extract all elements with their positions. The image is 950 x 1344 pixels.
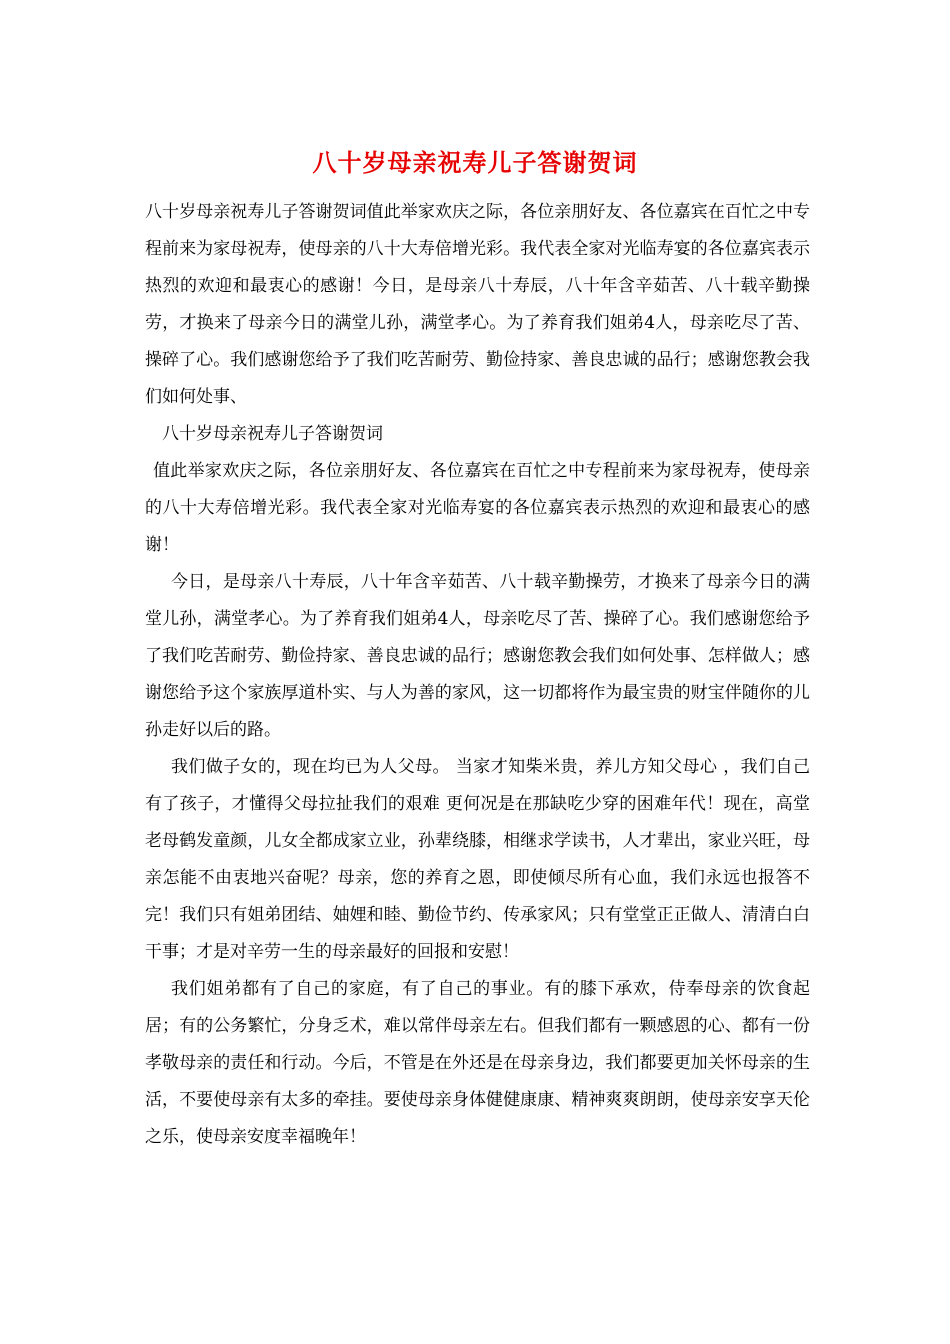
paragraph-future: 我们姐弟都有了自己的家庭，有了自己的事业。有的膝下承欢，侍奉母亲的饮食起居；有的公务繁忙，分身乏术，难以常伴母亲左右。但我们都有一颗感恩的心、都有一份孝敬母亲的责任和行动。今后，不管是在外还是在母亲身边，我们都要更加关怀母亲的生活，不要使母亲有太多的牵挂。要使母亲身体健健康康、精神爽爽朗朗，使母亲安享天伦之乐，使母亲安度幸福晚年！ bbox=[145, 979, 810, 1147]
paragraph-birthday: 今日，是母亲八十寿辰，八十年含辛茹苦、八十载辛勤操劳，才换来了母亲今日的满堂儿孙，满堂孝心。为了养育我们姐弟4人，母亲吃尽了苦、操碎了心。我们感谢您给予了我们吃苦耐劳、勤俭持家、善良忠诚的品行；感谢您教会我们如何处事、怎样做人；感谢您给予这个家族厚道朴实、与人为善的家风，这一切都将作为最宝贵的财宝伴随你的儿孙走好以后的路。 bbox=[145, 572, 810, 740]
paragraph-subtitle: 八十岁母亲祝寿儿子答谢贺词 bbox=[162, 424, 383, 444]
document-body bbox=[145, 194, 810, 1156]
paragraph-intro: 八十岁母亲祝寿儿子答谢贺词值此举家欢庆之际，各位亲朋好友、各位嘉宾在百忙之中专程前来为家母祝寿，使母亲的八十大寿倍增光彩。我代表全家对光临寿宴的各位嘉宾表示热烈的欢迎和最衷心的感谢！今日，是母亲八十寿辰，八十年含辛茹苦、八十载辛勤操劳，才换来了母亲今日的满堂儿孙，满堂孝心。为了养育我们姐弟4人，母亲吃尽了苦、操碎了心。我们感谢您给予了我们吃苦耐劳、勤俭持家、善良忠诚的品行；感谢您教会我们如何处事、 bbox=[145, 202, 810, 407]
document-title: 八十岁母亲祝寿儿子答谢贺词 bbox=[312, 148, 638, 177]
paragraph-gratitude: 我们做子女的，现在均已为人父母。 当家才知柴米贵，养儿方知父母心 ，我们自己有了孩子，才懂得父母拉扯我们的艰难 更何况是在那缺吃少穿的困难年代！现在，高堂老母鹤发童颜，儿女全都成家立业，孙辈绕膝，相继求学读书，人才辈出，家业兴旺，母亲怎能不由衷地兴奋呢？母亲，您的养育之恩，即使倾尽所有心血，我们永远也报答不完！我们只有姐弟团结、妯娌和睦、勤俭节约、传承家风；只有堂堂正正做人、清清白白干事；才是对辛劳一生的母亲最好的回报和安慰！ bbox=[145, 757, 810, 962]
paragraph-greeting: 值此举家欢庆之际，各位亲朋好友、各位嘉宾在百忙之中专程前来为家母祝寿，使母亲的八十大寿倍增光彩。我代表全家对光临寿宴的各位嘉宾表示热烈的欢迎和最衷心的感谢！ bbox=[145, 461, 810, 555]
